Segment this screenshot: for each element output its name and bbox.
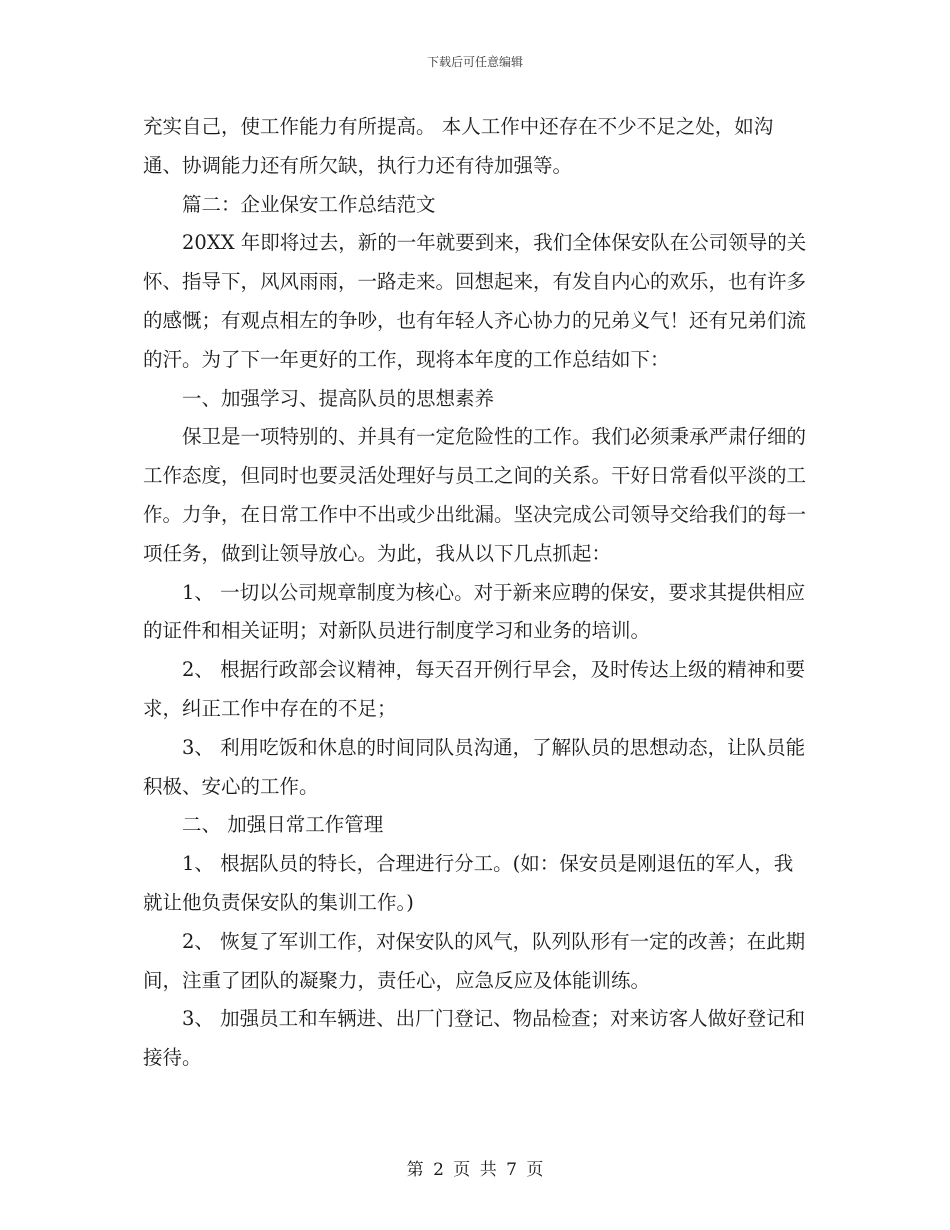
list-item: 3、 加强员工和车辆进、出厂门登记、物品检查；对来访客人做好登记和接待。 bbox=[143, 1007, 806, 1070]
list-item: 2、 根据行政部会议精神，每天召开例行早会，及时传达上级的精神和要求，纠正工作中存在的不足； bbox=[143, 658, 806, 720]
page-number: 第 2 页 共 7 页 bbox=[406, 1160, 544, 1180]
section-title: 篇二：企业保安工作总结范文 bbox=[143, 192, 436, 216]
heading-section-1: 一、加强学习、提高队员的思想素养 bbox=[143, 386, 495, 410]
page-header: 下载后可任意编辑 bbox=[426, 55, 523, 69]
list-item: 1、 根据队员的特长，合理进行分工。(如：保安员是刚退伍的军人，我就让他负责保安队的集训工作。) bbox=[143, 852, 794, 914]
heading-section-2: 二、 加强日常工作管理 bbox=[143, 813, 384, 837]
paragraph-section-1: 保卫是一项特别的、并具有一定危险性的工作。我们必须秉承严肃仔细的工作态度，但同时也要灵活处理好与员工之间的关系。干好日常看似平淡的工作。力争，在日常工作中不出或少出纰漏。坚决完成公司领导交给我们的每一项任务，做到让领导放心。为此，我从以下几点抓起： bbox=[143, 425, 807, 565]
list-item: 3、 利用吃饭和休息的时间同队员沟通，了解队员的思想动态，让队员能积极、安心的工作。 bbox=[143, 735, 806, 798]
paragraph-intro: 20XX 年即将过去，新的一年就要到来，我们全体保安队在公司领导的关怀、指导下，风风雨雨，一路走来。回想起来，有发自内心的欢乐，也有许多的感慨；有观点相左的争吵，也有年轻人齐心协力的兄弟义气！还有兄弟们流的汗。为了下一年更好的工作，现将本年度的工作总结如下： bbox=[143, 231, 807, 371]
document-body bbox=[143, 108, 811, 1078]
paragraph-continuation: 充实自己，使工作能力有所提高。 本人工作中还存在不少不足之处，如沟通、协调能力还有所欠缺，执行力还有待加强等。 bbox=[143, 115, 774, 177]
list-item: 2、 恢复了军训工作，对保安队的风气，队列队形有一定的改善；在此期间，注重了团队的凝聚力，责任心，应急反应及体能训练。 bbox=[143, 929, 806, 992]
list-item: 1、 一切以公司规章制度为核心。对于新来应聘的保安，要求其提供相应的证件和相关证明；对新队员进行制度学习和业务的培训。 bbox=[143, 580, 806, 643]
